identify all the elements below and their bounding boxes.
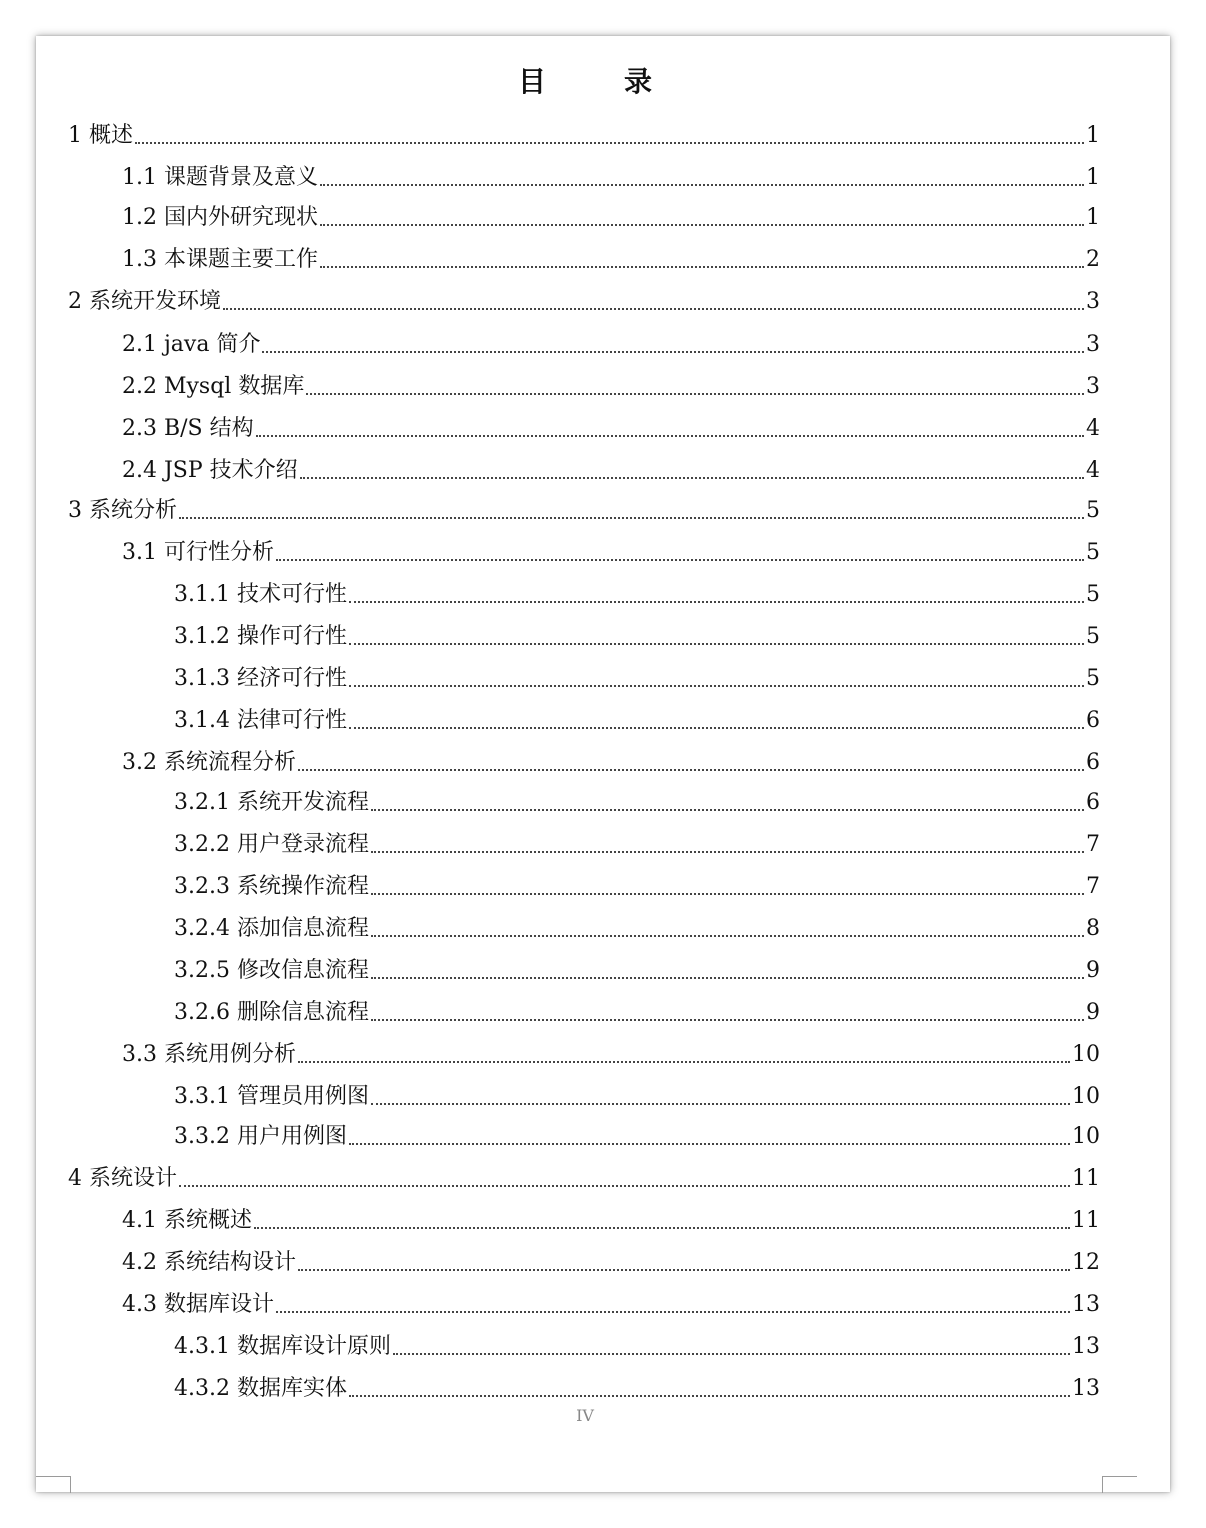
toc-entry-label: 4.2 系统结构设计 — [122, 1250, 296, 1275]
toc-entry-page: 6 — [1086, 790, 1100, 815]
toc-entry-page: 5 — [1086, 540, 1100, 565]
dot-leader — [256, 435, 1084, 437]
toc-entry-label: 3.2.4 添加信息流程 — [174, 916, 369, 941]
toc-entry[interactable] — [122, 456, 1100, 486]
dot-leader — [298, 769, 1084, 771]
toc-title-char-2: 录 — [624, 65, 653, 98]
dot-leader — [320, 224, 1084, 226]
toc-entry-page: 6 — [1086, 708, 1100, 733]
toc-entry-label: 4.1 系统概述 — [122, 1208, 252, 1233]
toc-entry-page: 11 — [1072, 1166, 1100, 1191]
toc-entry-page: 10 — [1072, 1124, 1100, 1149]
toc-entry[interactable] — [174, 956, 1100, 986]
toc-entry-label: 3.2.5 修改信息流程 — [174, 958, 369, 983]
toc-entry-label: 4.3.2 数据库实体 — [174, 1376, 347, 1401]
toc-entry[interactable] — [68, 496, 1100, 526]
toc-entry-page: 6 — [1086, 750, 1100, 775]
toc-entry-label: 1.2 国内外研究现状 — [122, 205, 318, 230]
dot-leader — [349, 727, 1084, 729]
toc-entry-label: 3.1.4 法律可行性 — [174, 708, 347, 733]
toc-entry-label: 3.2.2 用户登录流程 — [174, 832, 369, 857]
toc-entry[interactable] — [122, 1040, 1100, 1070]
toc-entry-label: 3.1 可行性分析 — [122, 540, 274, 565]
toc-entry-page: 9 — [1086, 1000, 1100, 1025]
toc-entry[interactable] — [174, 998, 1100, 1028]
toc-entry[interactable] — [68, 287, 1100, 317]
toc-entry-label: 3.3.1 管理员用例图 — [174, 1084, 369, 1109]
toc-entry-page: 13 — [1072, 1292, 1100, 1317]
toc-entry-page: 7 — [1086, 874, 1100, 899]
dot-leader — [276, 1311, 1070, 1313]
toc-entry[interactable] — [122, 245, 1100, 275]
toc-entry[interactable] — [122, 1290, 1100, 1320]
toc-entry[interactable] — [174, 788, 1100, 818]
dot-leader — [349, 601, 1084, 603]
dot-leader — [349, 685, 1084, 687]
dot-leader — [179, 517, 1084, 519]
toc-entry-page: 13 — [1072, 1334, 1100, 1359]
toc-entry-label: 3.2.1 系统开发流程 — [174, 790, 369, 815]
toc-entry-label: 1 概述 — [68, 123, 133, 148]
toc-entry-label: 3.1.1 技术可行性 — [174, 582, 347, 607]
toc-entry[interactable] — [174, 830, 1100, 860]
toc-entry-page: 5 — [1086, 666, 1100, 691]
toc-entry-page: 1 — [1086, 165, 1100, 190]
toc-entry-page: 5 — [1086, 498, 1100, 523]
dot-leader — [276, 559, 1084, 561]
dot-leader — [371, 809, 1084, 811]
toc-entry-page: 1 — [1086, 123, 1100, 148]
toc-entry-page: 1 — [1086, 205, 1100, 230]
toc-entry-label: 3.2.3 系统操作流程 — [174, 874, 369, 899]
toc-entry-page: 13 — [1072, 1376, 1100, 1401]
toc-entry-label: 1.3 本课题主要工作 — [122, 247, 318, 272]
toc-entry-page: 10 — [1072, 1084, 1100, 1109]
page-corner-mark-right — [1102, 1476, 1137, 1493]
dot-leader — [306, 393, 1084, 395]
toc-entry-label: 3.3.2 用户用例图 — [174, 1124, 347, 1149]
toc-entry-label: 3.3 系统用例分析 — [122, 1042, 296, 1067]
toc-entry[interactable] — [174, 1374, 1100, 1404]
dot-leader — [179, 1185, 1070, 1187]
toc-entry-label: 2 系统开发环境 — [68, 289, 221, 314]
toc-entry-label: 3.1.3 经济可行性 — [174, 666, 347, 691]
toc-entry-label: 2.4 JSP 技术介绍 — [122, 458, 298, 483]
toc-entry-label: 3.2.6 删除信息流程 — [174, 1000, 369, 1025]
dot-leader — [371, 935, 1084, 937]
dot-leader — [223, 308, 1084, 310]
dot-leader — [371, 1019, 1084, 1021]
toc-entry[interactable] — [174, 914, 1100, 944]
toc-entry-label: 1.1 课题背景及意义 — [122, 165, 318, 190]
toc-entry[interactable] — [174, 1122, 1100, 1152]
page-corner-mark-left — [36, 1476, 71, 1493]
toc-entry-page: 9 — [1086, 958, 1100, 983]
dot-leader — [349, 1395, 1070, 1397]
toc-entry-page: 5 — [1086, 624, 1100, 649]
toc-entry[interactable] — [68, 121, 1100, 151]
toc-entry[interactable] — [68, 1164, 1100, 1194]
toc-entry-label: 4 系统设计 — [68, 1166, 177, 1191]
dot-leader — [320, 266, 1084, 268]
toc-entry-label: 3.2 系统流程分析 — [122, 750, 296, 775]
toc-title-char-1: 目 — [517, 65, 546, 98]
toc-entry[interactable] — [174, 580, 1100, 610]
toc-entry-label: 2.2 Mysql 数据库 — [122, 374, 305, 399]
toc-entry[interactable] — [122, 203, 1100, 233]
dot-leader — [349, 643, 1084, 645]
toc-entry-label: 4.3 数据库设计 — [122, 1292, 274, 1317]
page-number: IV — [576, 1406, 594, 1425]
toc-entry[interactable] — [122, 748, 1100, 778]
dot-leader — [320, 184, 1084, 186]
toc-entry-page: 12 — [1072, 1250, 1100, 1275]
toc-entry-page: 4 — [1086, 416, 1100, 441]
toc-entry[interactable] — [174, 664, 1100, 694]
toc-entry[interactable] — [174, 1082, 1100, 1112]
dot-leader — [371, 893, 1084, 895]
toc-entry[interactable] — [174, 872, 1100, 902]
toc-entry-page: 8 — [1086, 916, 1100, 941]
toc-entry-page: 2 — [1086, 247, 1100, 272]
dot-leader — [300, 477, 1084, 479]
toc-entry-label: 3.1.2 操作可行性 — [174, 624, 347, 649]
toc-entry[interactable] — [174, 1332, 1100, 1362]
toc-entry-page: 7 — [1086, 832, 1100, 857]
dot-leader — [371, 977, 1084, 979]
toc-entry[interactable] — [122, 163, 1100, 193]
dot-leader — [298, 1061, 1070, 1063]
toc-entry[interactable] — [122, 372, 1100, 402]
toc-entry-label: 3 系统分析 — [68, 498, 177, 523]
toc-entry[interactable] — [122, 1248, 1100, 1278]
dot-leader — [393, 1353, 1070, 1355]
toc-entry[interactable] — [122, 538, 1100, 568]
dot-leader — [262, 351, 1084, 353]
toc-entry-label: 2.1 java 简介 — [122, 332, 261, 357]
toc-entry[interactable] — [174, 706, 1100, 736]
toc-entry[interactable] — [122, 414, 1100, 444]
toc-entry-page: 10 — [1072, 1042, 1100, 1067]
dot-leader — [371, 851, 1084, 853]
toc-entry-page: 5 — [1086, 582, 1100, 607]
dot-leader — [254, 1227, 1070, 1229]
toc-entry-page: 4 — [1086, 458, 1100, 483]
toc-entry-page: 3 — [1086, 374, 1100, 399]
toc-entry[interactable] — [122, 330, 1100, 360]
dot-leader — [135, 142, 1084, 144]
toc-entry-label: 4.3.1 数据库设计原则 — [174, 1334, 391, 1359]
toc-entry[interactable] — [174, 622, 1100, 652]
dot-leader — [371, 1103, 1070, 1105]
dot-leader — [349, 1143, 1070, 1145]
toc-entry-label: 2.3 B/S 结构 — [122, 416, 254, 441]
toc-entry-page: 3 — [1086, 332, 1100, 357]
toc-entry-page: 3 — [1086, 289, 1100, 314]
dot-leader — [298, 1269, 1070, 1271]
toc-entry[interactable] — [122, 1206, 1100, 1236]
toc-entry-page: 11 — [1072, 1208, 1100, 1233]
